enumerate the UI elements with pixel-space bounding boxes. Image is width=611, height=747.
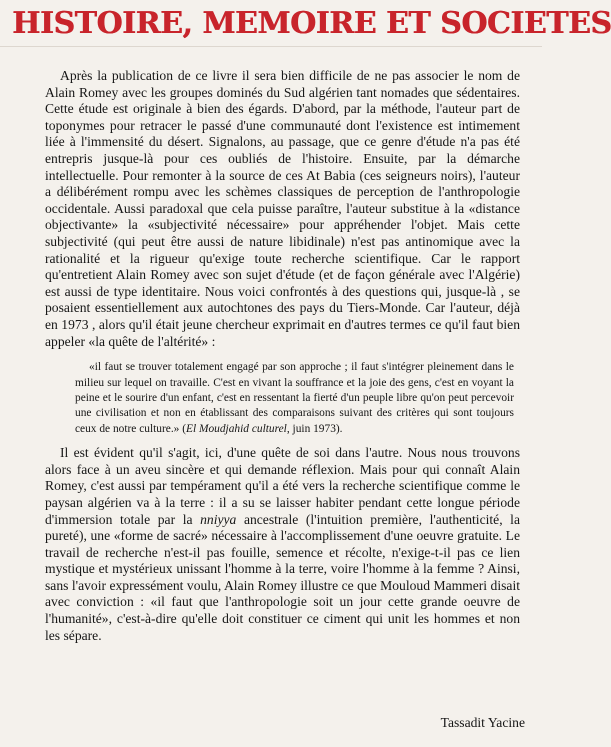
author-signature: Tassadit Yacine: [440, 715, 525, 730]
block-quote: [75, 360, 514, 437]
header-divider: [0, 46, 542, 47]
paragraph-2-start: Il est évident qu'il s'agit, ici, d'une quête de soi dans l'autre. Nous nous trouvons alors face à un aveu sincère et qui demande réflexion. Mais pour qui connaît Alain Romey, c'est aussi par tempérament qu'il a été vers la recherche scientifique comme le paysan algérien va à la terre : il a su se laisser habiter pendant cette longue période d'immersion totale par la: [45, 445, 520, 527]
paragraph-2-end: ancestrale (l'intuition première, l'authenticité, la pureté), une «forme de sacré» nécessaire à l'accomplissement d'une oeuvre gratuite. Le travail de recherche n'est-il pas fouille, semence et récolte, n'exige-t-il pas ce lien mystique et mystérieux unissant l'homme à la terre, voire l'homme à la femme ? Ainsi, sans l'avoir expressément voulu, Alain Romey illustre ce que Mouloud Mammeri disait avec conviction : «il faut que l'anthropologie soit un jour cette grande oeuvre de l'humanité», c'est-à-dire qu'elle doit constituer ce ciment qui unit les hommes et non les sépare.: [45, 511, 520, 643]
quote-source: El Moudjahid culturel: [186, 422, 287, 435]
masthead-title: HISTOIRE, MEMOIRE ET SOCIETES: [12, 6, 611, 41]
nniyya-term: nniyya: [200, 511, 237, 527]
article-paragraph-1: Après la publication de ce livre il sera bien difficile de ne pas associer le nom de Alain Romey avec les groupes dominés du Sud algérien tant nomades que sédentaires. Cette étude est originale à bien des égards. D'abord, par la méthode, l'auteur part de toponymes pour retracer le passé d'une communauté dont l'existence est intimement liée à l'immensité du désert. Signalons, au passage, que ce genre d'étude n'a pas été entrepris jusque-là pour ces oubliés de l'histoire. Ensuite, par la démarche intellectuelle. Pour remonter à la source de ces At Babia (ces seigneurs noirs), l'auteur a délibérément rompu avec les schèmes classiques de perception de l'anthropologie occidentale. Aussi paradoxal que cela puisse paraître, l'auteur substitue à la «distance objectivante» la «subjectivité nécessaire» pour appréhender l'objet. Mais cette subjectivité (qui peut être aussi de nature libidinale) n'est pas antinomique avec la rationalité et la rigueur qu'exige toute recherche scientifique. Car le rapport qu'entretient Alain Romey avec son sujet d'étude (et de façon générale avec l'Algérie) est aussi de type identitaire. Nous voici confrontés à des questions qui, jusque-là , se posaient essentiellement aux autochtones des pays du Tiers-Monde. Car l'auteur, déjà en 1973 , alors qu'il était jeune chercheur exprimait en d'autres termes ce qu'il faut bien appeler «la quête de l'altérité» :: [45, 68, 520, 349]
quote-text: «il faut se trouver totalement engagé par son approche ; il faut s'intégrer pleinement dans le milieu sur lequel on travaille. C'est en vivant la souffrance et la joie des gens, c'est en voyant la peine et le sourire d'un enfant, c'est en ressentant la fierté d'un peuple libre qu'on peut percevoir une civilisation et non en établissant des comparaisons suivant des critères qui sont toujours ceux de notre culture.» (: [75, 361, 514, 435]
quote-date: , juin 1973).: [286, 422, 343, 435]
article-body: [45, 68, 520, 644]
article-paragraph-2: [45, 445, 520, 644]
